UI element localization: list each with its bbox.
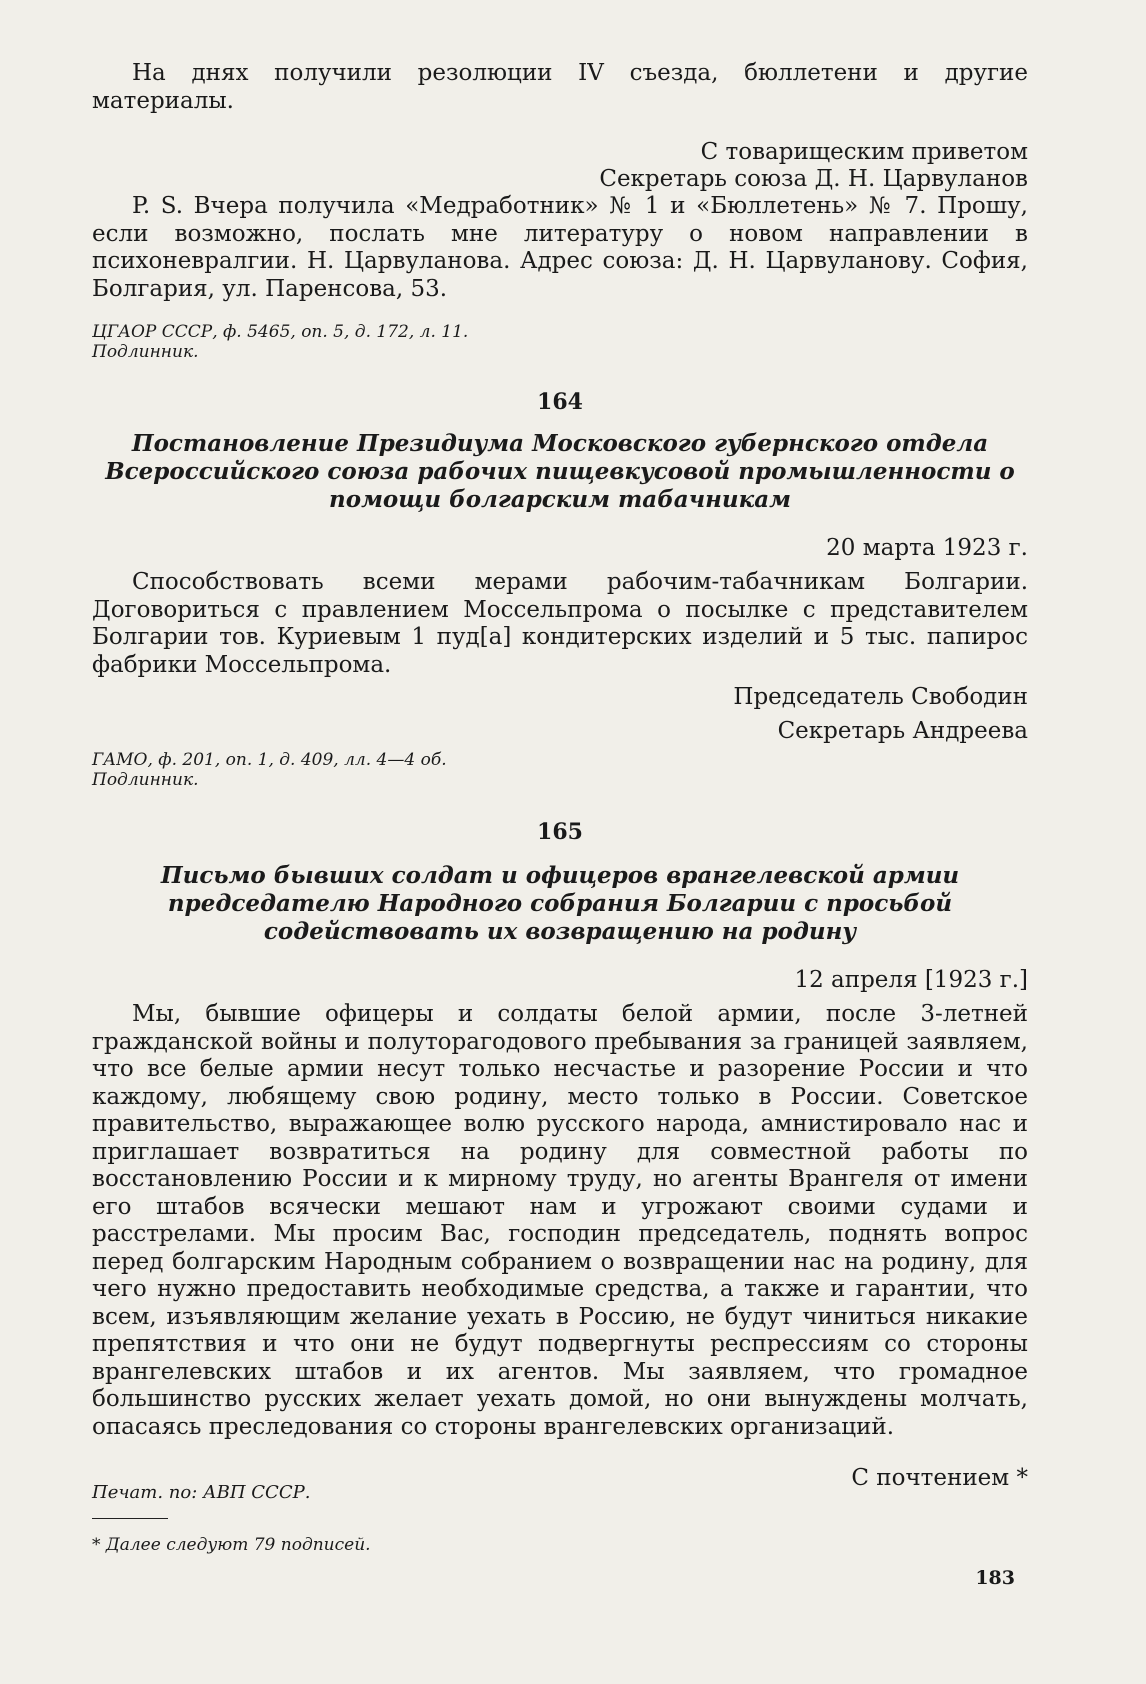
postscript-paragraph: P. S. Вчера получила «Медработник» № 1 и «Бюллетень» № 7. Прошу, если возможно, послать мне литературу о новом направлении в психоневралгии. Н. Царвуланова. Адрес союза: Д. Н. Царвуланову. София, Болгария, ул. Паренсова, 53. (92, 193, 1028, 302)
letter-paragraph: Мы, бывшие офицеры и солдаты белой армии, после 3-летней гражданской войны и полуторагодового пребывания за границей заявляем, что все белые армии несут только несчастье и разорение России и что каждому, любящему свою родину, место только в России. Советское правительство, выражающее волю русского народа, амнистировало нас и приглашает возвратиться на родину для совместной работы по восстановлению России и к мирному труду, но агенты Врангеля от имени его штабов всячески мешают нам и угрожают своими судами и расстрелами. Мы просим Вас, господин председатель, поднять вопрос перед болгарским Народным собранием о возвращении нас на родину, для чего нужно предоставить необходимые средства, а также и гарантии, что всем, изъявляющим желание уехать в Россию, не будут чиниться никакие препятствия и что они не будут подвергнуты респрессиям со стороны врангелевских штабов и их агентов. Мы заявляем, что громадное большинство русских желает уехать домой, но они вынуждены молчать, опасаясь преследования со стороны врангелевских организаций. (92, 1001, 1028, 1440)
closing-signature: Секретарь союза Д. Н. Царвуланов (599, 166, 1028, 192)
document-title: Письмо бывших солдат и офицеров врангелевской армии председателю Народного собрания Болгарии с просьбой содействовать их возвращению на родину (160, 862, 960, 945)
page-number: 183 (975, 1567, 1015, 1589)
footnote: * Далее следуют 79 подписей. (92, 1535, 371, 1555)
document-number: 164 (537, 389, 583, 415)
document-date: 12 апреля [1923 г.] (794, 967, 1028, 993)
resolution-paragraph: Способствовать всеми мерами рабочим-табачникам Болгарии. Договориться с правлением Моссельпрома о посылке с представителем Болгарии тов. Куриевым 1 пуд[а] кондитерских изделий и 5 тыс. папирос фабрики Моссельпрома. (92, 569, 1028, 678)
original-note: Подлинник. (92, 770, 199, 790)
secretary-signature: Секретарь Андреева (777, 718, 1028, 744)
printed-source: Печат. по: АВП СССР. (92, 1482, 311, 1503)
document-title: Постановление Президиума Московского губернского отдела Всероссийского союза рабочих пищевкусовой промышленности о помощи болгарским табачникам (105, 430, 1015, 513)
archive-reference: ЦГАОР СССР, ф. 5465, оп. 5, д. 172, л. 11. (92, 322, 469, 342)
footnote-divider (92, 1518, 168, 1519)
chairman-signature: Председатель Свободин (733, 684, 1028, 710)
closing-greeting: С почтением * (851, 1465, 1028, 1491)
original-note: Подлинник. (92, 342, 199, 362)
archive-reference: ГАМО, ф. 201, оп. 1, д. 409, лл. 4—4 об. (92, 750, 447, 770)
intro-paragraph: На днях получили резолюции IV съезда, бюллетени и другие материалы. (92, 60, 1028, 114)
document-number: 165 (537, 819, 583, 845)
closing-greeting: С товарищеским приветом (700, 139, 1028, 165)
document-date: 20 марта 1923 г. (826, 535, 1028, 561)
